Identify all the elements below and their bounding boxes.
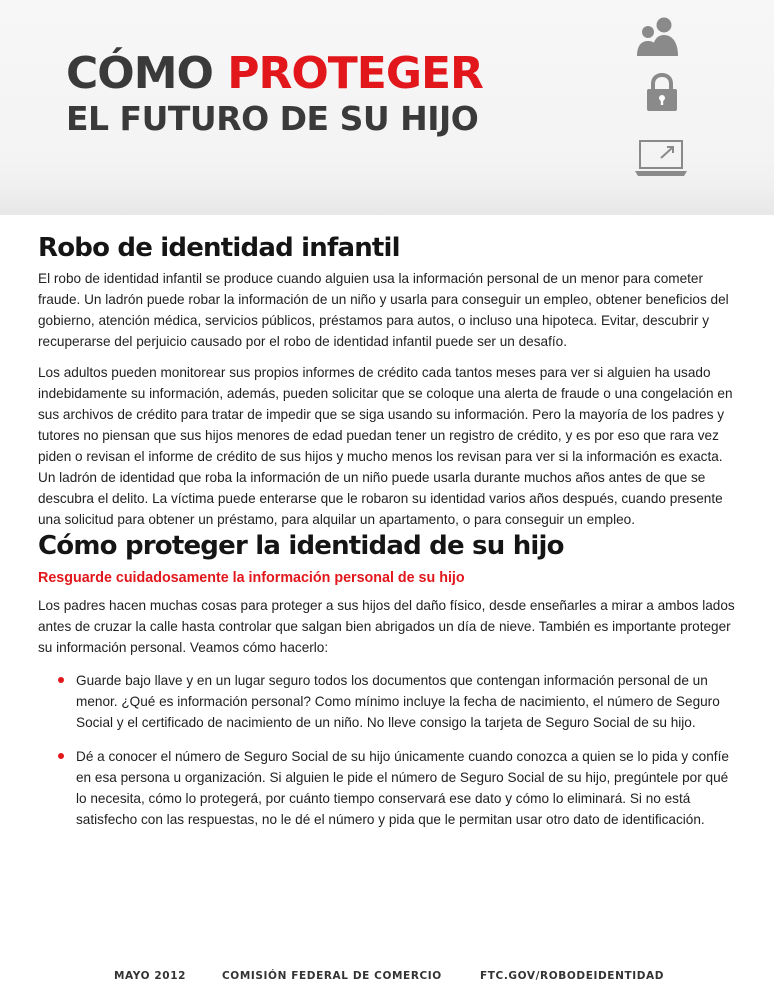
list-item-text: Guarde bajo llave y en un lugar seguro todos los documentos que contengan información personal de un menor. ¿Qué es información personal? Como mínimo incluye la fecha de nacimiento, el número de Seguro Social y el certificado de nacimiento de un niño. No lleve consigo la tarjeta de Seguro Social de su hijo. [76,673,720,730]
bullet-icon [58,677,64,683]
section-heading-proteger: Cómo proteger la identidad de su hijo [38,530,564,561]
bullet-list [38,670,738,830]
paragraph-intro: Los padres hacen muchas cosas para proteger a sus hijos del daño físico, desde enseñarles a mirar a ambos lados antes de cruzar la calle hasta controlar que salgan bien abrigados un día de nieve. También es importante proteger su información personal. Veamos cómo hacerlo: [38,598,735,655]
list-item [38,670,738,733]
title-line-2: EL FUTURO DE SU HIJO [66,99,479,138]
list-item [38,746,738,830]
people-icon [634,16,684,56]
paragraph-2: Los adultos pueden monitorear sus propios informes de crédito cada tantos meses para ver si alguien ha usado indebidamente su información, además, pueden solicitar que se coloque una alerta de fraude o una congelación en sus archivos de crédito para tratar de impedir que se siga usando su información. Pero la mayoría de los padres y tutores no piensan que sus hijos menores de edad puedan tener un registro de crédito, y es por eso que rara vez piden o revisan el informe de crédito de sus hijos y mucho menos los revisan para ver si la información es exacta. Un ladrón de identidad que roba la información de un niño puede usarla durante muchos años antes de que se descubra el delito. La víctima puede enterarse que le robaron su identidad varios años después, cuando presente una solicitud para obtener un préstamo, para alquilar un apartamento, o para conseguir un empleo. [38,364,733,527]
list-item-text: Dé a conocer el número de Seguro Social de su hijo únicamente cuando conozca a quien se lo pida y confíe en esa persona u organización. Si alguien le pide el número de Seguro Social de su hijo, pregúntele por qué lo necesita, cómo lo protegerá, por cuánto tiempo conservará ese dato y cómo lo eliminará. Si no está satisfecho con las respuestas, no le dé el número y pida que le permitan usar otro dato de identificación. [76,749,729,827]
bullet-icon [58,753,64,759]
page-title [66,48,483,138]
footer-date: MAYO 2012 [114,970,187,982]
title-word-proteger: PROTEGER [227,48,483,99]
subheading-resguarde: Resguarde cuidadosamente la información personal de su hijo [38,570,465,586]
footer-agency: COMISIÓN FEDERAL DE COMERCIO [222,970,442,982]
footer-url: FTC.GOV/ROBODEIDENTIDAD [480,970,665,982]
lock-icon [644,72,680,112]
main-content [38,232,738,843]
laptop-icon [634,138,688,178]
section-heading-robo: Robo de identidad infantil [38,233,400,263]
title-word-como: CÓMO [66,48,213,99]
title-line-1 [66,48,483,99]
paragraph-1: El robo de identidad infantil se produce cuando alguien usa la información personal de un menor para cometer fraude. Un ladrón puede robar la información de un niño y usarla para conseguir un empleo, obtener beneficios del gobierno, atención médica, servicios públicos, préstamos para autos, o incluso una hipoteca. Evitar, descubrir y recuperarse del perjuicio causado por el robo de identidad infantil puede ser un desafío. [38,270,729,349]
